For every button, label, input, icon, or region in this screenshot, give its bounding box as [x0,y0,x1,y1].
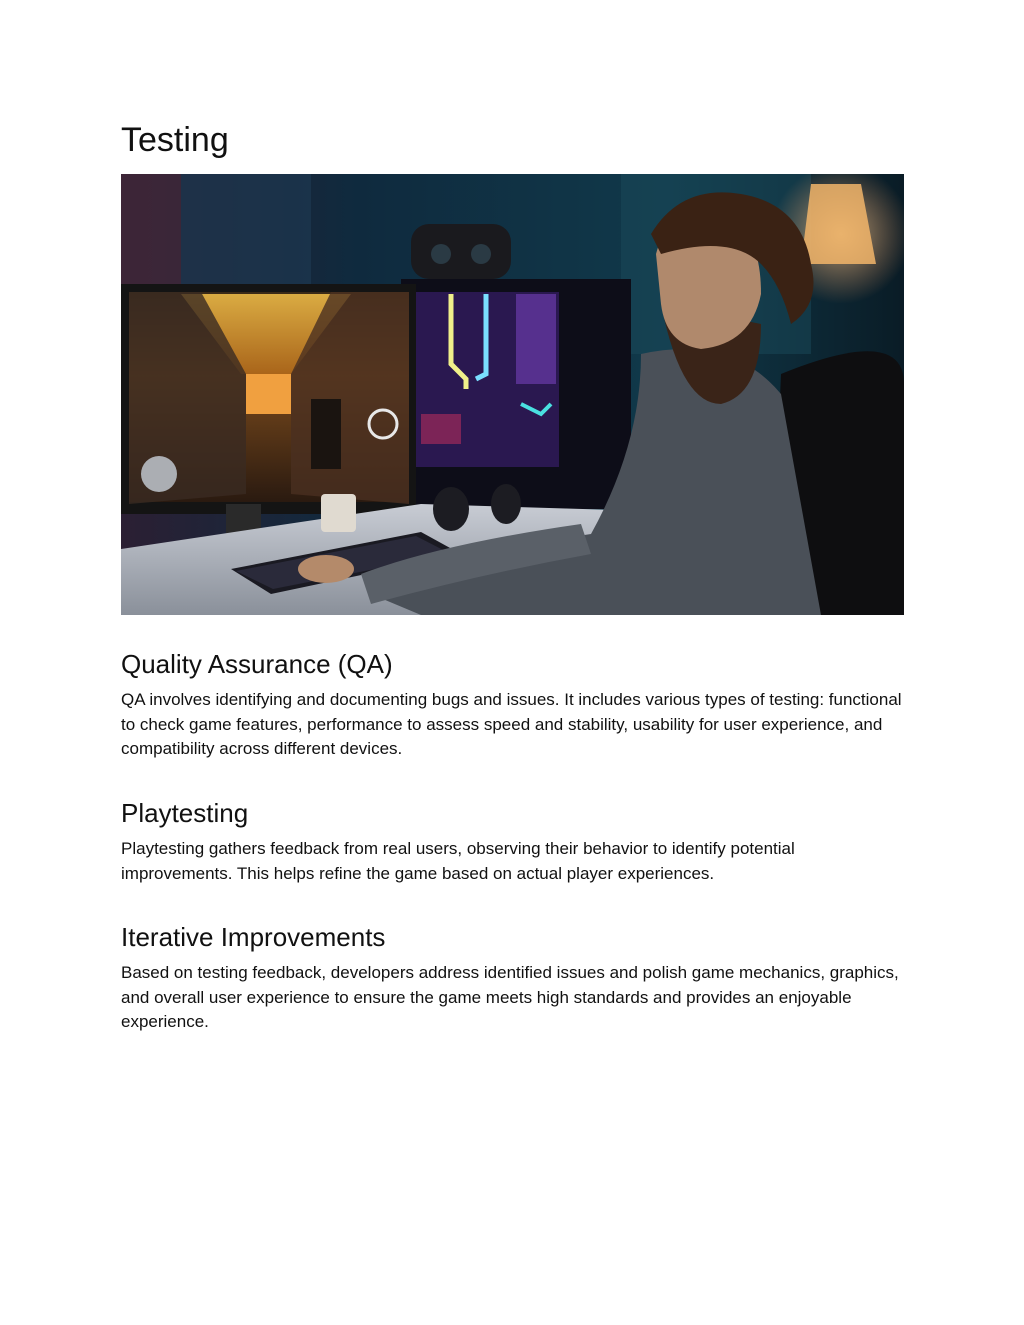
section-iterative-improvements [121,921,905,1035]
section-heading: Iterative Improvements [121,922,386,952]
hero-image [121,174,904,615]
section-body: QA involves identifying and documenting bugs and issues. It includes various types of testing: functional to check game features, performance to assess speed and stability, usability for user experience, and compatibility across different devices. [121,690,902,758]
section-heading: Quality Assurance (QA) [121,649,393,679]
section-body: Based on testing feedback, developers address identified issues and polish game mechanics, graphics, and overall user experience to ensure the game meets high standards and provides an enjoyable experience. [121,963,899,1031]
section-quality-assurance [121,648,905,762]
page-title: Testing [121,121,229,159]
section-playtesting [121,797,905,886]
section-body: Playtesting gathers feedback from real users, observing their behavior to identify potential improvements. This helps refine the game based on actual player experiences. [121,839,795,883]
section-heading: Playtesting [121,798,249,828]
